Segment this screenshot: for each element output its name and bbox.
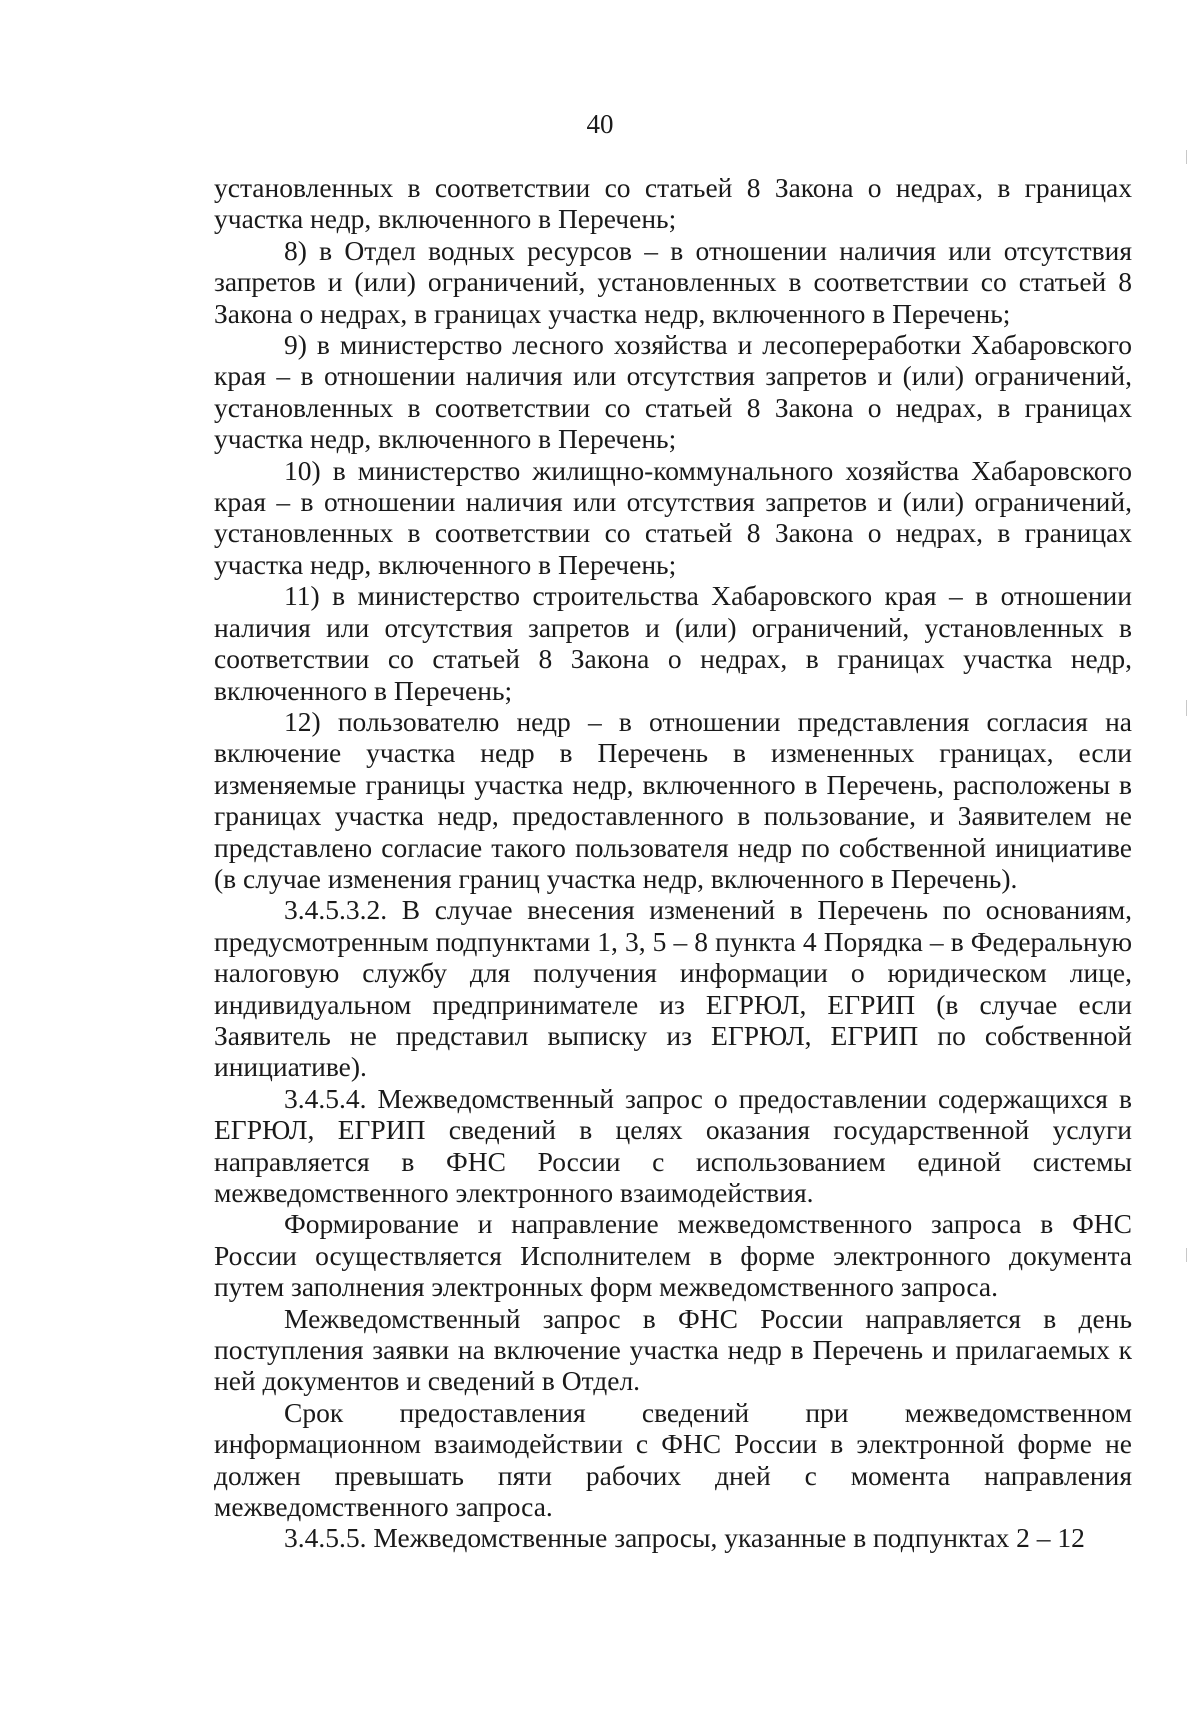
paragraph-continuation: установленных в соответствии со статьей 8 Закона о недрах, в границах участка недр, включенного в Перечень; <box>214 172 1132 235</box>
scan-artifact-mark <box>1186 1248 1187 1262</box>
paragraph-3-4-5-5: 3.4.5.5. Межведомственные запросы, указанные в подпунктах 2 – 12 <box>284 1522 1085 1554</box>
paragraph-3-4-5-3-2: 3.4.5.3.2. В случае внесения изменений в Перечень по основаниям, предусмотренным подпунктами 1, 3, 5 – 8 пункта 4 Порядка – в Федеральную налоговую службу для получения информации о юридическом лице, индивидуальном предпринимателе из ЕГРЮЛ, ЕГРИП (в случае если Заявитель не представил выписку из ЕГРЮЛ, ЕГРИП по собственной инициативе). <box>214 894 1132 1083</box>
paragraph-item-8: 8) в Отдел водных ресурсов – в отношении наличия или отсутствия запретов и (или) ограничений, установленных в соответствии со статьей 8 Закона о недрах, в границах участка недр, включенного в Перечень; <box>214 234 1132 329</box>
paragraph-item-11: 11) в министерство строительства Хабаровского края – в отношении наличия или отсутствия запретов и (или) ограничений, установленных в соответствии со статьей 8 Закона о недрах, в границах участка недр, включенного в Перечень; <box>214 580 1132 706</box>
paragraph-request-formation: Формирование и направление межведомственного запроса в ФНС России осуществляется Исполнителем в форме электронного документа путем заполнения электронных форм межведомственного запроса. <box>214 1208 1132 1303</box>
document-body <box>214 172 1132 1554</box>
paragraph-item-10: 10) в министерство жилищно-коммунального хозяйства Хабаровского края – в отношении наличия или отсутствия запретов и (или) ограничений, установленных в соответствии со статьей 8 Закона о недрах, в границах участка недр, включенного в Перечень; <box>214 454 1132 580</box>
paragraph-response-deadline: Срок предоставления сведений при межведомственном информационном взаимодействии с ФНС России в электронной форме не должен превышать пяти рабочих дней с момента направления межведомственного запроса. <box>214 1396 1132 1523</box>
scan-artifact-mark <box>1186 700 1187 716</box>
paragraph-item-12: 12) пользователю недр – в отношении представления согласия на включение участка недр в Перечень в измененных границах, если изменяемые границы участка недр, включенного в Перечень, расположены в границах участка недр, предоставленного в пользование, и Заявителем не представлено согласие такого пользователя недр по собственной инициативе (в случае изменения границ участка недр, включенного в Перечень). <box>214 705 1132 894</box>
paragraph-item-9: 9) в министерство лесного хозяйства и лесопереработки Хабаровского края – в отношении наличия или отсутствия запретов и (или) ограничений, установленных в соответствии со статьей 8 Закона о недрах, в границах участка недр, включенного в Перечень; <box>214 329 1132 455</box>
page-number: 40 <box>586 109 614 139</box>
scan-artifact-mark <box>1186 150 1187 164</box>
paragraph-request-timing: Межведомственный запрос в ФНС России направляется в день поступления заявки на включение участка недр в Перечень и прилагаемых к ней документов и сведений в Отдел. <box>214 1302 1132 1397</box>
paragraph-3-4-5-4: 3.4.5.4. Межведомственный запрос о предоставлении содержащихся в ЕГРЮЛ, ЕГРИП сведений в целях оказания государственной услуги направляется в ФНС России с использованием единой системы межведомственного электронного взаимодействия. <box>214 1082 1132 1208</box>
